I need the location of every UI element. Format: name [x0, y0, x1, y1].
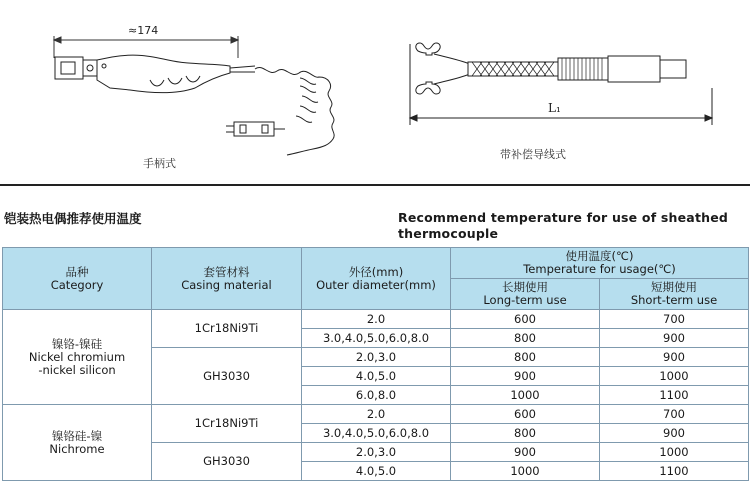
diameter-cell: 2.0 — [302, 405, 451, 424]
dimension-label: ≈174 — [128, 24, 159, 37]
diameter-cell: 2.0,3.0 — [302, 443, 451, 462]
material-cell: GH3030 — [152, 443, 302, 481]
material-cell: GH3030 — [152, 348, 302, 405]
left-caption: 手柄式 — [143, 157, 176, 170]
dimension-line — [54, 36, 238, 58]
diameter-cell: 2.0,3.0 — [302, 348, 451, 367]
material-cell: 1Cr18Ni9Ti — [152, 405, 302, 443]
header-category: 品种 Category — [3, 248, 152, 310]
heading-cn: 铠装热电偶推荐使用温度 — [4, 211, 142, 226]
header-short-term: 短期使用 Short-term use — [600, 279, 749, 310]
diameter-cell: 3.0,4.0,5.0,6.0,8.0 — [302, 424, 451, 443]
long-term-cell: 800 — [451, 329, 600, 348]
cable-probe-drawing — [410, 43, 712, 125]
table-row — [3, 405, 749, 424]
product-drawing — [0, 0, 750, 195]
diameter-cell: 4.0,5.0 — [302, 367, 451, 386]
heading-en: Recommend temperature for use of sheathed thermocouple — [398, 210, 729, 241]
long-term-cell: 600 — [451, 310, 600, 329]
handle-probe-drawing — [55, 55, 334, 155]
short-term-cell: 1000 — [600, 367, 749, 386]
category-cell: 镍铬硅-镍 Nichrome — [3, 405, 152, 481]
short-term-cell: 700 — [600, 405, 749, 424]
category-cell: 镍铬-镍硅 Nickel chromium -nickel silicon — [3, 310, 152, 405]
header-diameter: 外径(mm) Outer diameter(mm) — [302, 248, 451, 310]
table-row — [3, 310, 749, 329]
short-term-cell: 1100 — [600, 462, 749, 481]
short-term-cell: 900 — [600, 329, 749, 348]
temperature-table — [2, 247, 749, 481]
long-term-cell: 1000 — [451, 386, 600, 405]
long-term-cell: 1000 — [451, 462, 600, 481]
header-temperature: 使用温度(℃) Temperature for usage(℃) — [451, 248, 749, 279]
long-term-cell: 900 — [451, 443, 600, 462]
diameter-cell: 4.0,5.0 — [302, 462, 451, 481]
long-term-cell: 800 — [451, 424, 600, 443]
short-term-cell: 1100 — [600, 386, 749, 405]
length-label: L₁ — [548, 101, 561, 115]
short-term-cell: 700 — [600, 310, 749, 329]
long-term-cell: 600 — [451, 405, 600, 424]
header-long-term: 长期使用 Long-term use — [451, 279, 600, 310]
table-body — [3, 310, 749, 481]
section-divider — [0, 184, 750, 186]
diameter-cell: 2.0 — [302, 310, 451, 329]
diameter-cell: 3.0,4.0,5.0,6.0,8.0 — [302, 329, 451, 348]
material-cell: 1Cr18Ni9Ti — [152, 310, 302, 348]
short-term-cell: 900 — [600, 348, 749, 367]
short-term-cell: 1000 — [600, 443, 749, 462]
short-term-cell: 900 — [600, 424, 749, 443]
header-casing: 套管材料 Casing material — [152, 248, 302, 310]
long-term-cell: 800 — [451, 348, 600, 367]
diameter-cell: 6.0,8.0 — [302, 386, 451, 405]
long-term-cell: 900 — [451, 367, 600, 386]
right-caption: 带补偿导线式 — [500, 148, 566, 161]
